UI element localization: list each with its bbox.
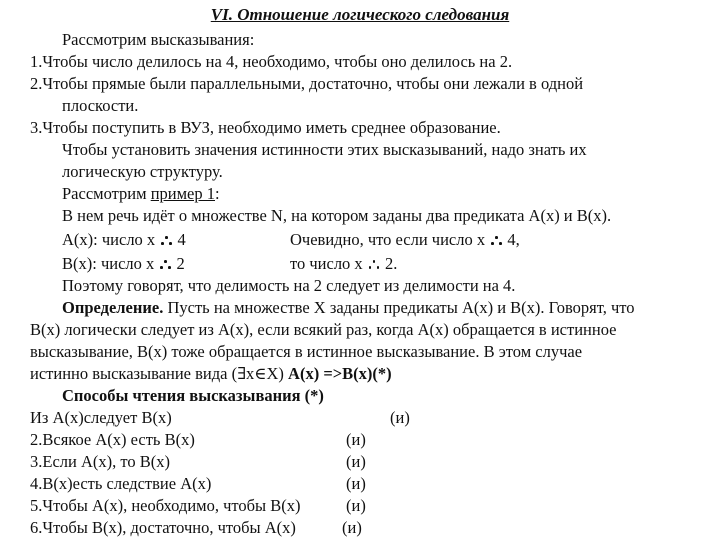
- definition-text-1: Пусть на множестве X заданы предикаты A(x) и B(x). Говорят, что: [163, 298, 635, 317]
- way-mark: (и): [346, 496, 366, 515]
- slide-title: VI. Отношение логического следования: [210, 5, 510, 24]
- paragraph-set: В нем речь идёт о множестве N, на котором заданы два предиката A(x) и B(x).: [62, 206, 612, 225]
- way-mark: (и): [346, 430, 366, 449]
- divisibility-icon: [159, 233, 173, 247]
- paragraph-structure-cont: логическую структуру.: [62, 162, 223, 181]
- paragraph-structure: Чтобы установить значения истинности этих высказываний, надо знать их: [62, 140, 587, 159]
- predicate-a-text: A(x): число x: [62, 230, 156, 249]
- divisibility-icon: [158, 257, 172, 271]
- predicate-a: [62, 230, 186, 250]
- implication-formula: A(x) =>B(x)(*): [283, 364, 392, 383]
- predicate-b: [62, 254, 185, 274]
- way-mark: (и): [346, 474, 366, 493]
- observation-1-text: Очевидно, что если число x: [290, 230, 486, 249]
- predicate-a-number: 4: [177, 230, 186, 249]
- ways-title: Способы чтения высказывания (*): [62, 386, 324, 405]
- observation-2: [290, 254, 397, 274]
- statement-1: 1.Чтобы число делилось на 4, необходимо, чтобы оно делилось на 2.: [30, 52, 513, 71]
- definition-label: Определение.: [62, 298, 164, 317]
- intro-line: Рассмотрим высказывания:: [62, 30, 255, 49]
- way-item: 3.Если A(x), то B(x): [30, 452, 170, 471]
- predicate-b-number: 2: [176, 254, 185, 273]
- way-mark: (и): [342, 518, 362, 537]
- way-item: Из A(x)следует B(x): [30, 408, 172, 427]
- statement-2-cont: плоскости.: [62, 96, 139, 115]
- quantifier: ∃x∈X): [237, 364, 284, 383]
- definition-line-3: высказывание, B(x) тоже обращается в истинное высказывание. В этом случае: [30, 342, 583, 361]
- way-mark: (и): [346, 452, 366, 471]
- way-item: 5.Чтобы A(x), необходимо, чтобы B(x): [30, 496, 301, 515]
- observation-2-number: 2.: [384, 254, 398, 273]
- example-suffix: :: [215, 184, 220, 203]
- example-line: [62, 184, 220, 204]
- definition-line-4: [30, 364, 392, 384]
- way-mark: (и): [390, 408, 410, 427]
- predicate-b-text: B(x): число x: [62, 254, 155, 273]
- conclusion-line: Поэтому говорят, что делимость на 2 следует из делимости на 4.: [62, 276, 516, 295]
- definition-line-1: [62, 298, 635, 318]
- observation-1: [290, 230, 520, 250]
- example-link[interactable]: пример 1: [150, 184, 215, 203]
- example-prefix: Рассмотрим: [62, 184, 147, 203]
- statement-3: 3.Чтобы поступить в ВУЗ, необходимо иметь среднее образование.: [30, 118, 501, 137]
- way-item: 2.Всякое A(x) есть B(x): [30, 430, 195, 449]
- observation-2-text: то число x: [290, 254, 363, 273]
- way-item: 4.B(x)есть следствие A(x): [30, 474, 212, 493]
- definition-line-2: B(x) логически следует из A(x), если всякий раз, когда A(x) обращается в истинное: [30, 320, 617, 339]
- statement-2: 2.Чтобы прямые были параллельными, достаточно, чтобы они лежали в одной: [30, 74, 584, 93]
- way-item: 6.Чтобы B(x), достаточно, чтобы A(x): [30, 518, 296, 537]
- divisibility-icon: [489, 233, 503, 247]
- definition-text-4: истинно высказывание вида (: [30, 364, 238, 383]
- observation-1-number: 4,: [507, 230, 520, 249]
- divisibility-icon: [367, 257, 381, 271]
